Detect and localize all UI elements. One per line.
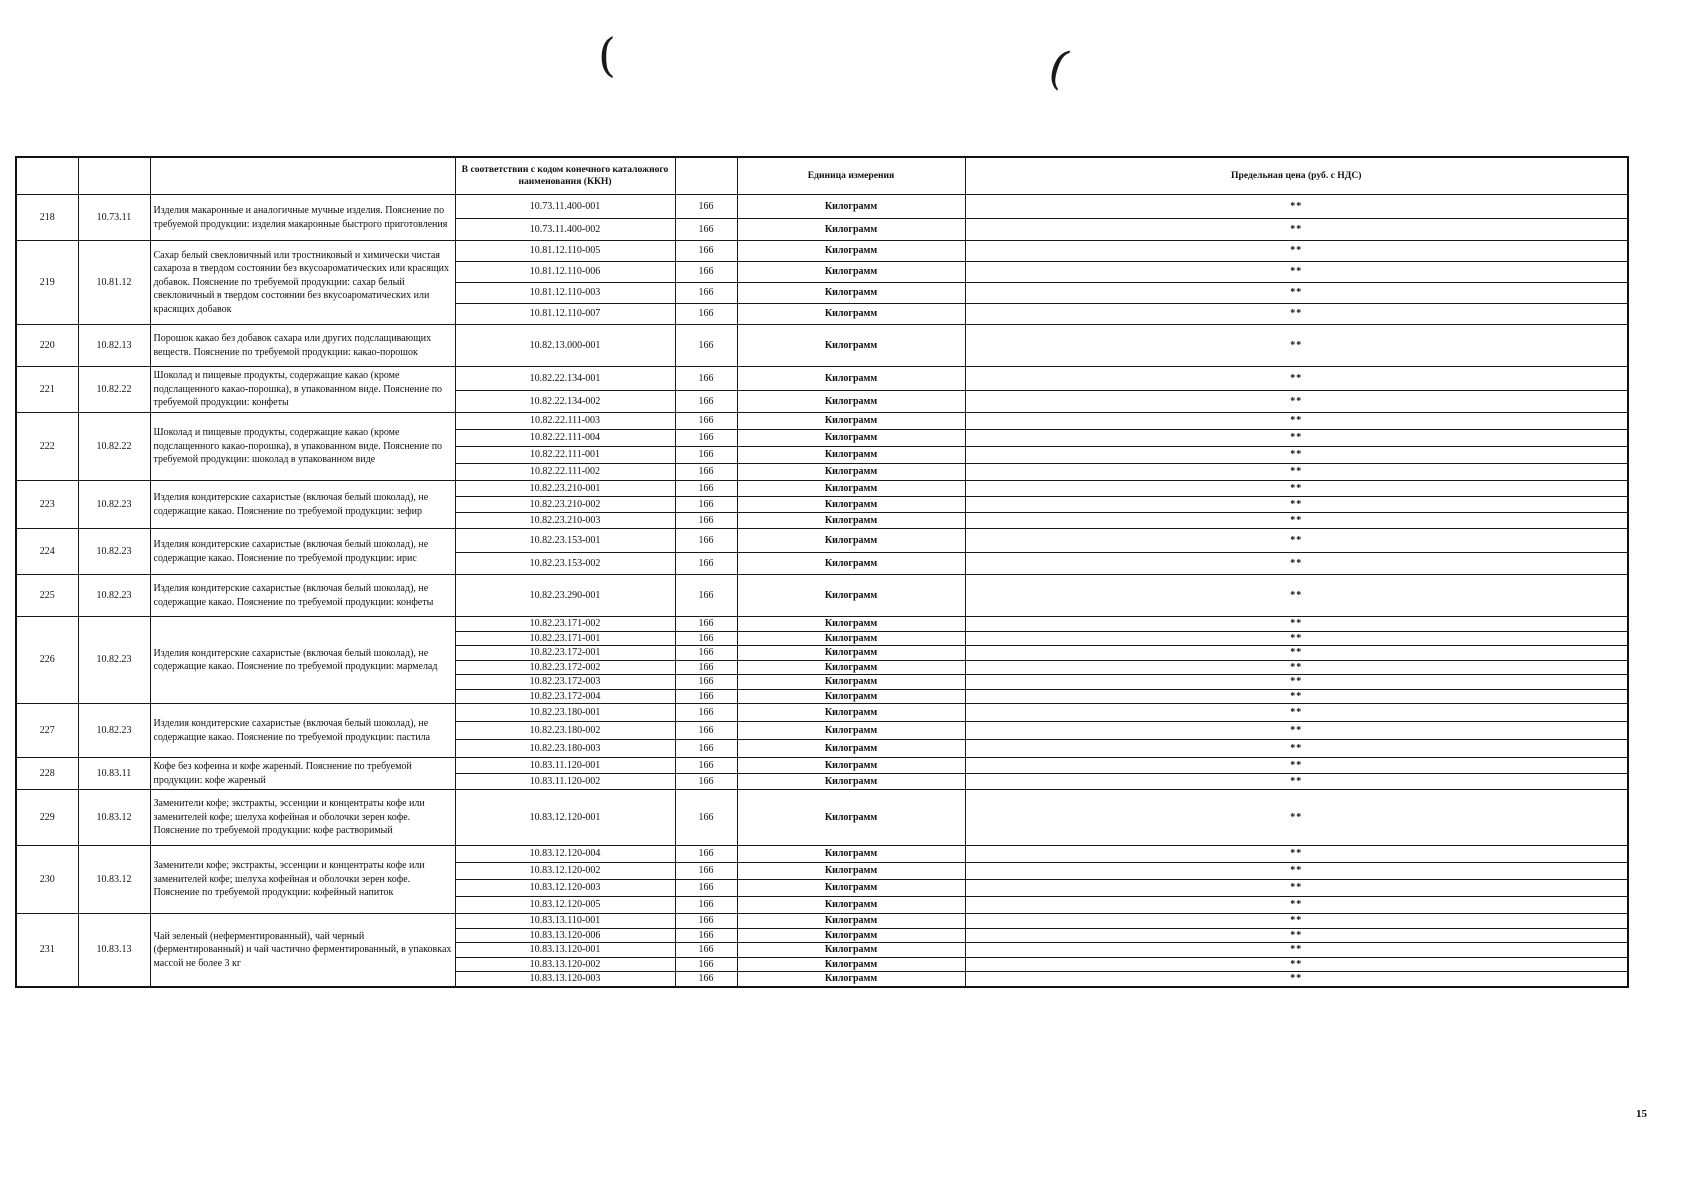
product-description: Шоколад и пищевые продукты, содержащие какао (кроме подслащенного какао-порошка), в упакованном виде. Пояснение по требуемой продукции: шоколад в упакованном виде: [150, 413, 455, 481]
okei-code: 166: [675, 704, 737, 722]
product-description: Изделия макаронные и аналогичные мучные изделия. Пояснение по требуемой продукции: изделия макаронные быстрого приготовления: [150, 195, 455, 241]
kkn-code: 10.82.23.172-001: [455, 646, 675, 661]
okei-code: 166: [675, 262, 737, 283]
row-number: 221: [16, 367, 78, 413]
table-row: [16, 758, 1628, 774]
unit-cell: Килограмм: [737, 553, 965, 575]
page-number: 15: [1636, 1108, 1647, 1120]
header-code: [78, 157, 150, 195]
kkn-code: 10.83.11.120-001: [455, 758, 675, 774]
okei-code: 166: [675, 241, 737, 262]
okei-code: 166: [675, 391, 737, 413]
row-number: 231: [16, 914, 78, 987]
kkn-code: 10.82.23.153-001: [455, 529, 675, 553]
okei-code: 166: [675, 367, 737, 391]
table-row: [16, 367, 1628, 391]
okei-code: 166: [675, 660, 737, 675]
row-number: 223: [16, 481, 78, 529]
kkn-code: 10.82.22.134-001: [455, 367, 675, 391]
header-unit: Единица измерения: [737, 157, 965, 195]
product-description: Кофе без кофеина и кофе жареный. Пояснение по требуемой продукции: кофе жареный: [150, 758, 455, 790]
handwritten-mark-left: (: [598, 28, 616, 82]
kkn-code: 10.82.23.180-002: [455, 722, 675, 740]
price-cell: **: [965, 219, 1628, 241]
price-cell: **: [965, 513, 1628, 529]
unit-cell: Килограмм: [737, 219, 965, 241]
kkn-code: 10.81.12.110-006: [455, 262, 675, 283]
okei-code: 166: [675, 914, 737, 929]
unit-cell: Килограмм: [737, 774, 965, 790]
kkn-code: 10.82.23.210-002: [455, 497, 675, 513]
okei-code: 166: [675, 219, 737, 241]
kkn-code: 10.82.22.111-003: [455, 413, 675, 430]
unit-cell: Килограмм: [737, 914, 965, 929]
product-description: Заменители кофе; экстракты, эссенции и концентраты кофе или заменителей кофе; шелуха кофейная и оболочки зерен кофе. Пояснение по требуемой продукции: кофе растворимый: [150, 790, 455, 846]
product-description: Изделия кондитерские сахаристые (включая белый шоколад), не содержащие какао. Пояснение по требуемой продукции: конфеты: [150, 575, 455, 617]
table-row: [16, 529, 1628, 553]
header-num: [16, 157, 78, 195]
price-cell: **: [965, 447, 1628, 464]
okei-code: 166: [675, 928, 737, 943]
unit-cell: Килограмм: [737, 957, 965, 972]
row-number: 222: [16, 413, 78, 481]
unit-cell: Килограмм: [737, 689, 965, 704]
row-number: 228: [16, 758, 78, 790]
kkn-code: 10.82.23.290-001: [455, 575, 675, 617]
unit-cell: Килограмм: [737, 740, 965, 758]
kkn-code: 10.83.12.120-005: [455, 897, 675, 914]
unit-cell: Килограмм: [737, 863, 965, 880]
table-row: [16, 481, 1628, 497]
price-cell: **: [965, 880, 1628, 897]
okei-code: 166: [675, 880, 737, 897]
unit-cell: Килограмм: [737, 617, 965, 632]
okei-code: 166: [675, 846, 737, 863]
kkn-code: 10.83.11.120-002: [455, 774, 675, 790]
okei-code: 166: [675, 774, 737, 790]
kkn-code: 10.82.22.111-004: [455, 430, 675, 447]
okpd-code: 10.82.22: [78, 413, 150, 481]
unit-cell: Килограмм: [737, 481, 965, 497]
unit-cell: Килограмм: [737, 897, 965, 914]
okei-code: 166: [675, 897, 737, 914]
table-row: [16, 575, 1628, 617]
okpd-code: 10.82.23: [78, 704, 150, 758]
unit-cell: Килограмм: [737, 241, 965, 262]
price-cell: **: [965, 367, 1628, 391]
kkn-code: 10.83.13.120-003: [455, 972, 675, 987]
okei-code: 166: [675, 689, 737, 704]
price-cell: **: [965, 863, 1628, 880]
unit-cell: Килограмм: [737, 497, 965, 513]
price-cell: **: [965, 740, 1628, 758]
kkn-code: 10.83.12.120-004: [455, 846, 675, 863]
kkn-code: 10.82.23.153-002: [455, 553, 675, 575]
okei-code: 166: [675, 863, 737, 880]
header-desc: [150, 157, 455, 195]
unit-cell: Килограмм: [737, 675, 965, 690]
price-cell: **: [965, 497, 1628, 513]
okei-code: 166: [675, 464, 737, 481]
table-row: [16, 704, 1628, 722]
kkn-code: 10.81.12.110-003: [455, 283, 675, 304]
unit-cell: Килограмм: [737, 646, 965, 661]
price-cell: **: [965, 553, 1628, 575]
row-number: 219: [16, 241, 78, 325]
price-cell: **: [965, 631, 1628, 646]
header-kkn: В соответствии с кодом конечного каталожного наименования (ККН): [455, 157, 675, 195]
product-description: Изделия кондитерские сахаристые (включая белый шоколад), не содержащие какао. Пояснение по требуемой продукции: ирис: [150, 529, 455, 575]
kkn-code: 10.82.23.180-001: [455, 704, 675, 722]
unit-cell: Килограмм: [737, 391, 965, 413]
price-cell: **: [965, 430, 1628, 447]
okei-code: 166: [675, 195, 737, 219]
table-row: [16, 195, 1628, 219]
price-cell: **: [965, 529, 1628, 553]
price-cell: **: [965, 774, 1628, 790]
header-okei: [675, 157, 737, 195]
unit-cell: Килограмм: [737, 304, 965, 325]
okei-code: 166: [675, 304, 737, 325]
unit-cell: Килограмм: [737, 704, 965, 722]
price-cell: **: [965, 943, 1628, 958]
price-cell: **: [965, 758, 1628, 774]
unit-cell: Килограмм: [737, 631, 965, 646]
table-body: [16, 195, 1628, 987]
unit-cell: Килограмм: [737, 758, 965, 774]
okpd-code: 10.83.13: [78, 914, 150, 987]
unit-cell: Килограмм: [737, 846, 965, 863]
kkn-code: 10.82.22.111-002: [455, 464, 675, 481]
unit-cell: Килограмм: [737, 928, 965, 943]
row-number: 218: [16, 195, 78, 241]
unit-cell: Килограмм: [737, 464, 965, 481]
okpd-code: 10.81.12: [78, 241, 150, 325]
unit-cell: Килограмм: [737, 262, 965, 283]
okpd-code: 10.82.23: [78, 617, 150, 704]
product-description: Сахар белый свекловичный или тростниковый и химически чистая сахароза в твердом состоянии без вкусоароматических или красящих добавок. Пояснение по требуемой продукции: сахар белый свекловичный в твердом состоянии без вкусоароматических или красящих добавок: [150, 241, 455, 325]
okei-code: 166: [675, 617, 737, 632]
kkn-code: 10.81.12.110-007: [455, 304, 675, 325]
unit-cell: Килограмм: [737, 972, 965, 987]
price-table: [15, 156, 1629, 988]
unit-cell: Килограмм: [737, 430, 965, 447]
kkn-code: 10.82.13.000-001: [455, 325, 675, 367]
kkn-code: 10.83.12.120-001: [455, 790, 675, 846]
price-cell: **: [965, 897, 1628, 914]
okei-code: 166: [675, 972, 737, 987]
okei-code: 166: [675, 790, 737, 846]
product-description: Шоколад и пищевые продукты, содержащие какао (кроме подслащенного какао-порошка), в упакованном виде. Пояснение по требуемой продукции: конфеты: [150, 367, 455, 413]
kkn-code: 10.83.13.120-002: [455, 957, 675, 972]
handwritten-mark-right: (: [1042, 38, 1076, 96]
kkn-code: 10.82.23.172-002: [455, 660, 675, 675]
kkn-code: 10.82.23.210-003: [455, 513, 675, 529]
okei-code: 166: [675, 325, 737, 367]
row-number: 229: [16, 790, 78, 846]
header-price: Предельная цена (руб. с НДС): [965, 157, 1628, 195]
price-cell: **: [965, 675, 1628, 690]
price-cell: **: [965, 660, 1628, 675]
okei-code: 166: [675, 481, 737, 497]
unit-cell: Килограмм: [737, 413, 965, 430]
okei-code: 166: [675, 740, 737, 758]
kkn-code: 10.83.13.120-001: [455, 943, 675, 958]
price-cell: **: [965, 241, 1628, 262]
price-cell: **: [965, 914, 1628, 929]
price-cell: **: [965, 575, 1628, 617]
unit-cell: Килограмм: [737, 529, 965, 553]
okpd-code: 10.83.12: [78, 846, 150, 914]
price-cell: **: [965, 928, 1628, 943]
price-cell: **: [965, 704, 1628, 722]
table-row: [16, 325, 1628, 367]
table-row: [16, 413, 1628, 430]
kkn-code: 10.73.11.400-002: [455, 219, 675, 241]
row-number: 226: [16, 617, 78, 704]
unit-cell: Килограмм: [737, 367, 965, 391]
price-cell: **: [965, 391, 1628, 413]
okpd-code: 10.83.12: [78, 790, 150, 846]
table-row: [16, 617, 1628, 632]
product-description: Порошок какао без добавок сахара или других подслащивающих веществ. Пояснение по требуемой продукции: какао-порошок: [150, 325, 455, 367]
price-cell: **: [965, 283, 1628, 304]
unit-cell: Килограмм: [737, 325, 965, 367]
okei-code: 166: [675, 675, 737, 690]
unit-cell: Килограмм: [737, 880, 965, 897]
okei-code: 166: [675, 413, 737, 430]
price-cell: **: [965, 790, 1628, 846]
product-description: Изделия кондитерские сахаристые (включая белый шоколад), не содержащие какао. Пояснение по требуемой продукции: мармелад: [150, 617, 455, 704]
okpd-code: 10.82.23: [78, 575, 150, 617]
kkn-code: 10.82.23.210-001: [455, 481, 675, 497]
unit-cell: Килограмм: [737, 660, 965, 675]
kkn-code: 10.83.12.120-003: [455, 880, 675, 897]
unit-cell: Килограмм: [737, 943, 965, 958]
price-cell: **: [965, 325, 1628, 367]
kkn-code: 10.83.13.120-006: [455, 928, 675, 943]
table-row: [16, 241, 1628, 262]
okei-code: 166: [675, 447, 737, 464]
price-cell: **: [965, 722, 1628, 740]
okei-code: 166: [675, 943, 737, 958]
okpd-code: 10.82.22: [78, 367, 150, 413]
unit-cell: Килограмм: [737, 722, 965, 740]
unit-cell: Килограмм: [737, 790, 965, 846]
okei-code: 166: [675, 553, 737, 575]
okei-code: 166: [675, 646, 737, 661]
price-cell: **: [965, 617, 1628, 632]
price-cell: **: [965, 689, 1628, 704]
price-cell: **: [965, 304, 1628, 325]
product-description: Чай зеленый (неферментированный), чай черный (ферментированный) и чай частично ферментированный, в упаковках массой не более 3 кг: [150, 914, 455, 987]
kkn-code: 10.82.23.171-001: [455, 631, 675, 646]
table-header-row: [16, 157, 1628, 195]
okei-code: 166: [675, 722, 737, 740]
kkn-code: 10.82.22.111-001: [455, 447, 675, 464]
price-cell: **: [965, 972, 1628, 987]
row-number: 230: [16, 846, 78, 914]
price-cell: **: [965, 957, 1628, 972]
table-row: [16, 846, 1628, 863]
okei-code: 166: [675, 575, 737, 617]
row-number: 227: [16, 704, 78, 758]
okpd-code: 10.73.11: [78, 195, 150, 241]
unit-cell: Килограмм: [737, 283, 965, 304]
okei-code: 166: [675, 283, 737, 304]
row-number: 220: [16, 325, 78, 367]
okei-code: 166: [675, 430, 737, 447]
table-row: [16, 914, 1628, 929]
row-number: 224: [16, 529, 78, 575]
kkn-code: 10.83.12.120-002: [455, 863, 675, 880]
price-cell: **: [965, 413, 1628, 430]
price-cell: **: [965, 195, 1628, 219]
table-row: [16, 790, 1628, 846]
price-cell: **: [965, 846, 1628, 863]
okei-code: 166: [675, 758, 737, 774]
kkn-code: 10.83.13.110-001: [455, 914, 675, 929]
kkn-code: 10.82.23.180-003: [455, 740, 675, 758]
okpd-code: 10.82.13: [78, 325, 150, 367]
okei-code: 166: [675, 497, 737, 513]
price-cell: **: [965, 262, 1628, 283]
okpd-code: 10.82.23: [78, 481, 150, 529]
product-description: Заменители кофе; экстракты, эссенции и концентраты кофе или заменителей кофе; шелуха кофейная и оболочки зерен кофе. Пояснение по требуемой продукции: кофейный напиток: [150, 846, 455, 914]
row-number: 225: [16, 575, 78, 617]
price-cell: **: [965, 481, 1628, 497]
unit-cell: Килограмм: [737, 575, 965, 617]
kkn-code: 10.81.12.110-005: [455, 241, 675, 262]
okei-code: 166: [675, 529, 737, 553]
product-description: Изделия кондитерские сахаристые (включая белый шоколад), не содержащие какао. Пояснение по требуемой продукции: зефир: [150, 481, 455, 529]
kkn-code: 10.82.23.172-003: [455, 675, 675, 690]
okei-code: 166: [675, 957, 737, 972]
product-description: Изделия кондитерские сахаристые (включая белый шоколад), не содержащие какао. Пояснение по требуемой продукции: пастила: [150, 704, 455, 758]
okei-code: 166: [675, 631, 737, 646]
kkn-code: 10.82.22.134-002: [455, 391, 675, 413]
kkn-code: 10.82.23.171-002: [455, 617, 675, 632]
unit-cell: Килограмм: [737, 447, 965, 464]
kkn-code: 10.73.11.400-001: [455, 195, 675, 219]
okpd-code: 10.82.23: [78, 529, 150, 575]
price-cell: **: [965, 646, 1628, 661]
price-cell: **: [965, 464, 1628, 481]
unit-cell: Килограмм: [737, 513, 965, 529]
okpd-code: 10.83.11: [78, 758, 150, 790]
kkn-code: 10.82.23.172-004: [455, 689, 675, 704]
unit-cell: Килограмм: [737, 195, 965, 219]
okei-code: 166: [675, 513, 737, 529]
